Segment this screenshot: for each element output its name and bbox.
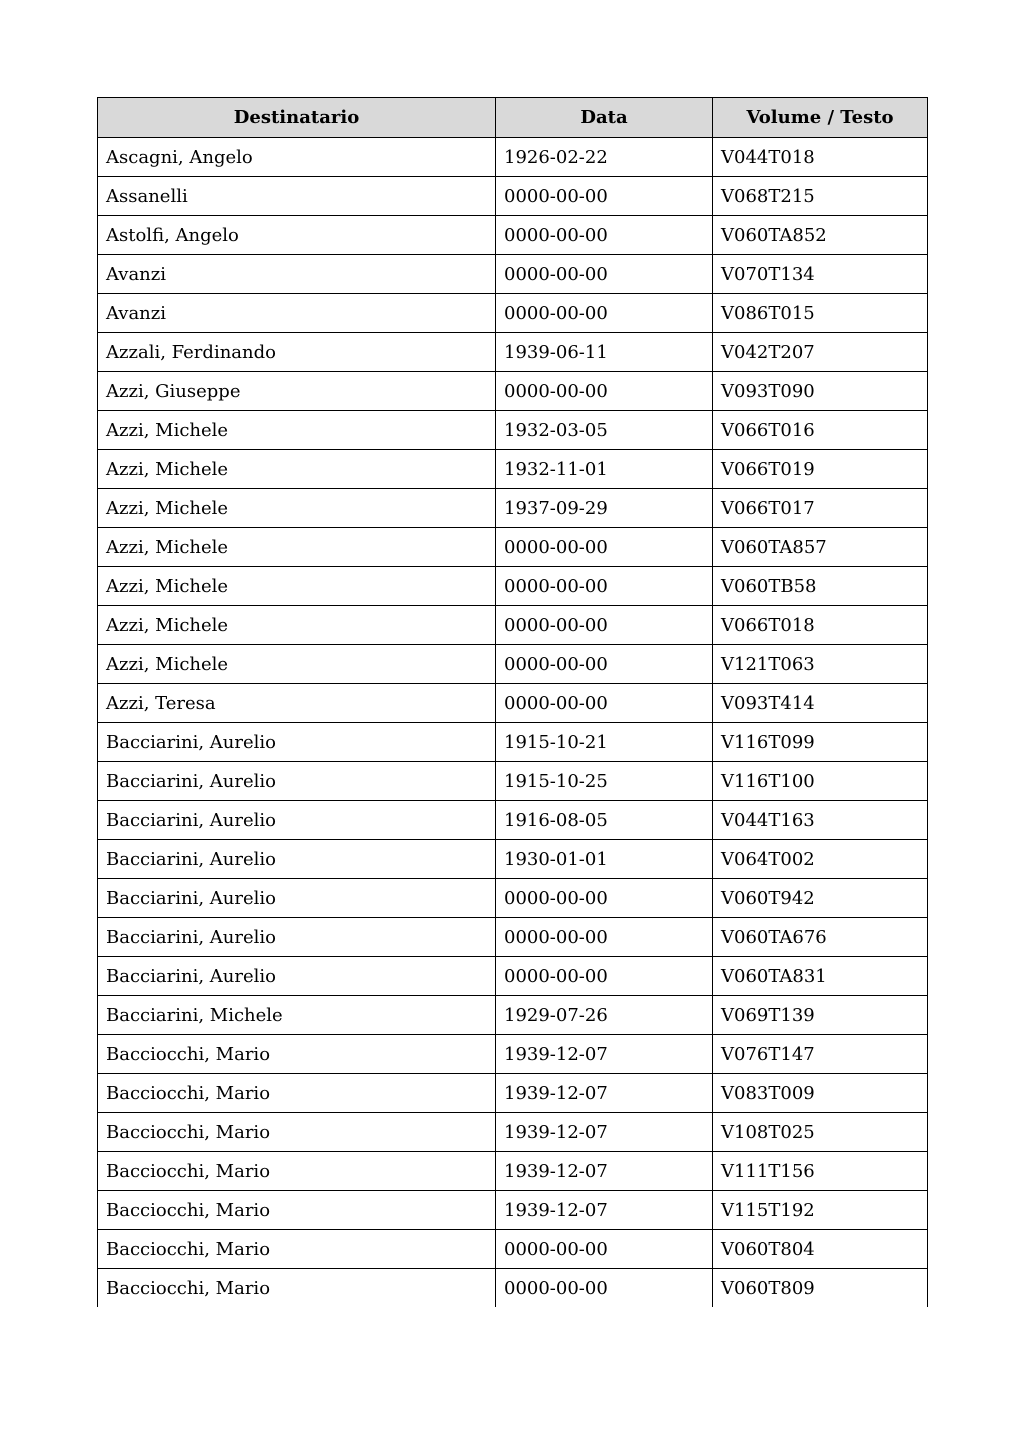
cell-volume: V093T414	[713, 684, 928, 723]
cell-date: 0000-00-00	[496, 684, 713, 723]
cell-date: 1915-10-25	[496, 762, 713, 801]
cell-recipient: Bacciarini, Aurelio	[98, 801, 496, 840]
cell-volume: V060T942	[713, 879, 928, 918]
cell-date: 0000-00-00	[496, 294, 713, 333]
cell-date: 1939-12-07	[496, 1074, 713, 1113]
cell-recipient: Azzi, Michele	[98, 528, 496, 567]
cell-recipient: Bacciocchi, Mario	[98, 1230, 496, 1269]
cell-volume: V060T804	[713, 1230, 928, 1269]
cell-recipient: Ascagni, Angelo	[98, 138, 496, 177]
cell-recipient: Avanzi	[98, 294, 496, 333]
cell-volume: V066T017	[713, 489, 928, 528]
cell-volume: V108T025	[713, 1113, 928, 1152]
cell-date: 1939-12-07	[496, 1152, 713, 1191]
table-row	[98, 216, 928, 255]
table-row	[98, 528, 928, 567]
cell-date: 1932-11-01	[496, 450, 713, 489]
cell-volume: V044T163	[713, 801, 928, 840]
header-date: Data	[496, 98, 713, 138]
cell-date: 0000-00-00	[496, 879, 713, 918]
cell-volume: V083T009	[713, 1074, 928, 1113]
header-volume: Volume / Testo	[713, 98, 928, 138]
cell-volume: V060TB58	[713, 567, 928, 606]
cell-date: 0000-00-00	[496, 645, 713, 684]
cell-date: 0000-00-00	[496, 1230, 713, 1269]
table-row	[98, 333, 928, 372]
table-row	[98, 138, 928, 177]
table-row	[98, 1230, 928, 1269]
cell-volume: V121T063	[713, 645, 928, 684]
table-row	[98, 1035, 928, 1074]
cell-date: 0000-00-00	[496, 255, 713, 294]
cell-volume: V044T018	[713, 138, 928, 177]
cell-date: 0000-00-00	[496, 177, 713, 216]
cell-recipient: Assanelli	[98, 177, 496, 216]
cell-recipient: Azzi, Michele	[98, 489, 496, 528]
cell-recipient: Bacciocchi, Mario	[98, 1191, 496, 1230]
cell-volume: V111T156	[713, 1152, 928, 1191]
table-header	[98, 98, 928, 138]
cell-recipient: Bacciarini, Aurelio	[98, 879, 496, 918]
cell-date: 1939-12-07	[496, 1113, 713, 1152]
header-row	[98, 98, 928, 138]
cell-volume: V066T018	[713, 606, 928, 645]
table-row	[98, 450, 928, 489]
table-row	[98, 723, 928, 762]
table-body	[98, 138, 928, 1308]
cell-date: 1915-10-21	[496, 723, 713, 762]
cell-date: 0000-00-00	[496, 528, 713, 567]
cell-date: 0000-00-00	[496, 606, 713, 645]
cell-date: 1930-01-01	[496, 840, 713, 879]
cell-recipient: Azzali, Ferdinando	[98, 333, 496, 372]
cell-recipient: Bacciarini, Aurelio	[98, 723, 496, 762]
cell-volume: V060TA831	[713, 957, 928, 996]
cell-recipient: Azzi, Michele	[98, 567, 496, 606]
table-row	[98, 1113, 928, 1152]
header-recipient: Destinatario	[98, 98, 496, 138]
table-row	[98, 294, 928, 333]
cell-volume: V066T016	[713, 411, 928, 450]
cell-date: 1929-07-26	[496, 996, 713, 1035]
table-row	[98, 606, 928, 645]
cell-volume: V086T015	[713, 294, 928, 333]
table-row	[98, 411, 928, 450]
correspondence-table	[97, 97, 928, 1307]
cell-recipient: Bacciocchi, Mario	[98, 1269, 496, 1308]
table-row	[98, 801, 928, 840]
cell-volume: V116T100	[713, 762, 928, 801]
cell-volume: V076T147	[713, 1035, 928, 1074]
cell-date: 0000-00-00	[496, 567, 713, 606]
cell-date: 0000-00-00	[496, 372, 713, 411]
cell-recipient: Bacciocchi, Mario	[98, 1113, 496, 1152]
cell-recipient: Bacciarini, Aurelio	[98, 840, 496, 879]
cell-volume: V116T099	[713, 723, 928, 762]
cell-date: 1939-12-07	[496, 1191, 713, 1230]
table-row	[98, 684, 928, 723]
table-row	[98, 1074, 928, 1113]
table-row	[98, 996, 928, 1035]
table-row	[98, 177, 928, 216]
cell-recipient: Avanzi	[98, 255, 496, 294]
cell-recipient: Azzi, Michele	[98, 606, 496, 645]
table-row	[98, 840, 928, 879]
cell-recipient: Azzi, Michele	[98, 450, 496, 489]
cell-recipient: Bacciocchi, Mario	[98, 1152, 496, 1191]
cell-volume: V064T002	[713, 840, 928, 879]
table-row	[98, 255, 928, 294]
table-row	[98, 645, 928, 684]
cell-date: 0000-00-00	[496, 918, 713, 957]
cell-volume: V069T139	[713, 996, 928, 1035]
cell-volume: V066T019	[713, 450, 928, 489]
cell-recipient: Bacciarini, Aurelio	[98, 762, 496, 801]
cell-volume: V070T134	[713, 255, 928, 294]
cell-recipient: Bacciocchi, Mario	[98, 1074, 496, 1113]
cell-volume: V068T215	[713, 177, 928, 216]
table-row	[98, 1269, 928, 1308]
cell-volume: V060T809	[713, 1269, 928, 1308]
cell-recipient: Bacciarini, Michele	[98, 996, 496, 1035]
cell-recipient: Bacciocchi, Mario	[98, 1035, 496, 1074]
cell-recipient: Azzi, Michele	[98, 645, 496, 684]
table-row	[98, 918, 928, 957]
cell-volume: V115T192	[713, 1191, 928, 1230]
table-row	[98, 1152, 928, 1191]
cell-recipient: Astolfi, Angelo	[98, 216, 496, 255]
cell-recipient: Bacciarini, Aurelio	[98, 918, 496, 957]
cell-date: 0000-00-00	[496, 1269, 713, 1308]
cell-recipient: Bacciarini, Aurelio	[98, 957, 496, 996]
cell-date: 1939-06-11	[496, 333, 713, 372]
cell-date: 1926-02-22	[496, 138, 713, 177]
cell-volume: V042T207	[713, 333, 928, 372]
cell-date: 0000-00-00	[496, 216, 713, 255]
cell-volume: V093T090	[713, 372, 928, 411]
cell-recipient: Azzi, Teresa	[98, 684, 496, 723]
cell-date: 1916-08-05	[496, 801, 713, 840]
cell-volume: V060TA676	[713, 918, 928, 957]
table-row	[98, 879, 928, 918]
table-row	[98, 372, 928, 411]
cell-date: 1932-03-05	[496, 411, 713, 450]
cell-date: 0000-00-00	[496, 957, 713, 996]
cell-date: 1939-12-07	[496, 1035, 713, 1074]
cell-recipient: Azzi, Giuseppe	[98, 372, 496, 411]
table-row	[98, 489, 928, 528]
cell-volume: V060TA857	[713, 528, 928, 567]
cell-recipient: Azzi, Michele	[98, 411, 496, 450]
table-row	[98, 567, 928, 606]
cell-date: 1937-09-29	[496, 489, 713, 528]
table-row	[98, 762, 928, 801]
table-row	[98, 957, 928, 996]
cell-volume: V060TA852	[713, 216, 928, 255]
table-row	[98, 1191, 928, 1230]
